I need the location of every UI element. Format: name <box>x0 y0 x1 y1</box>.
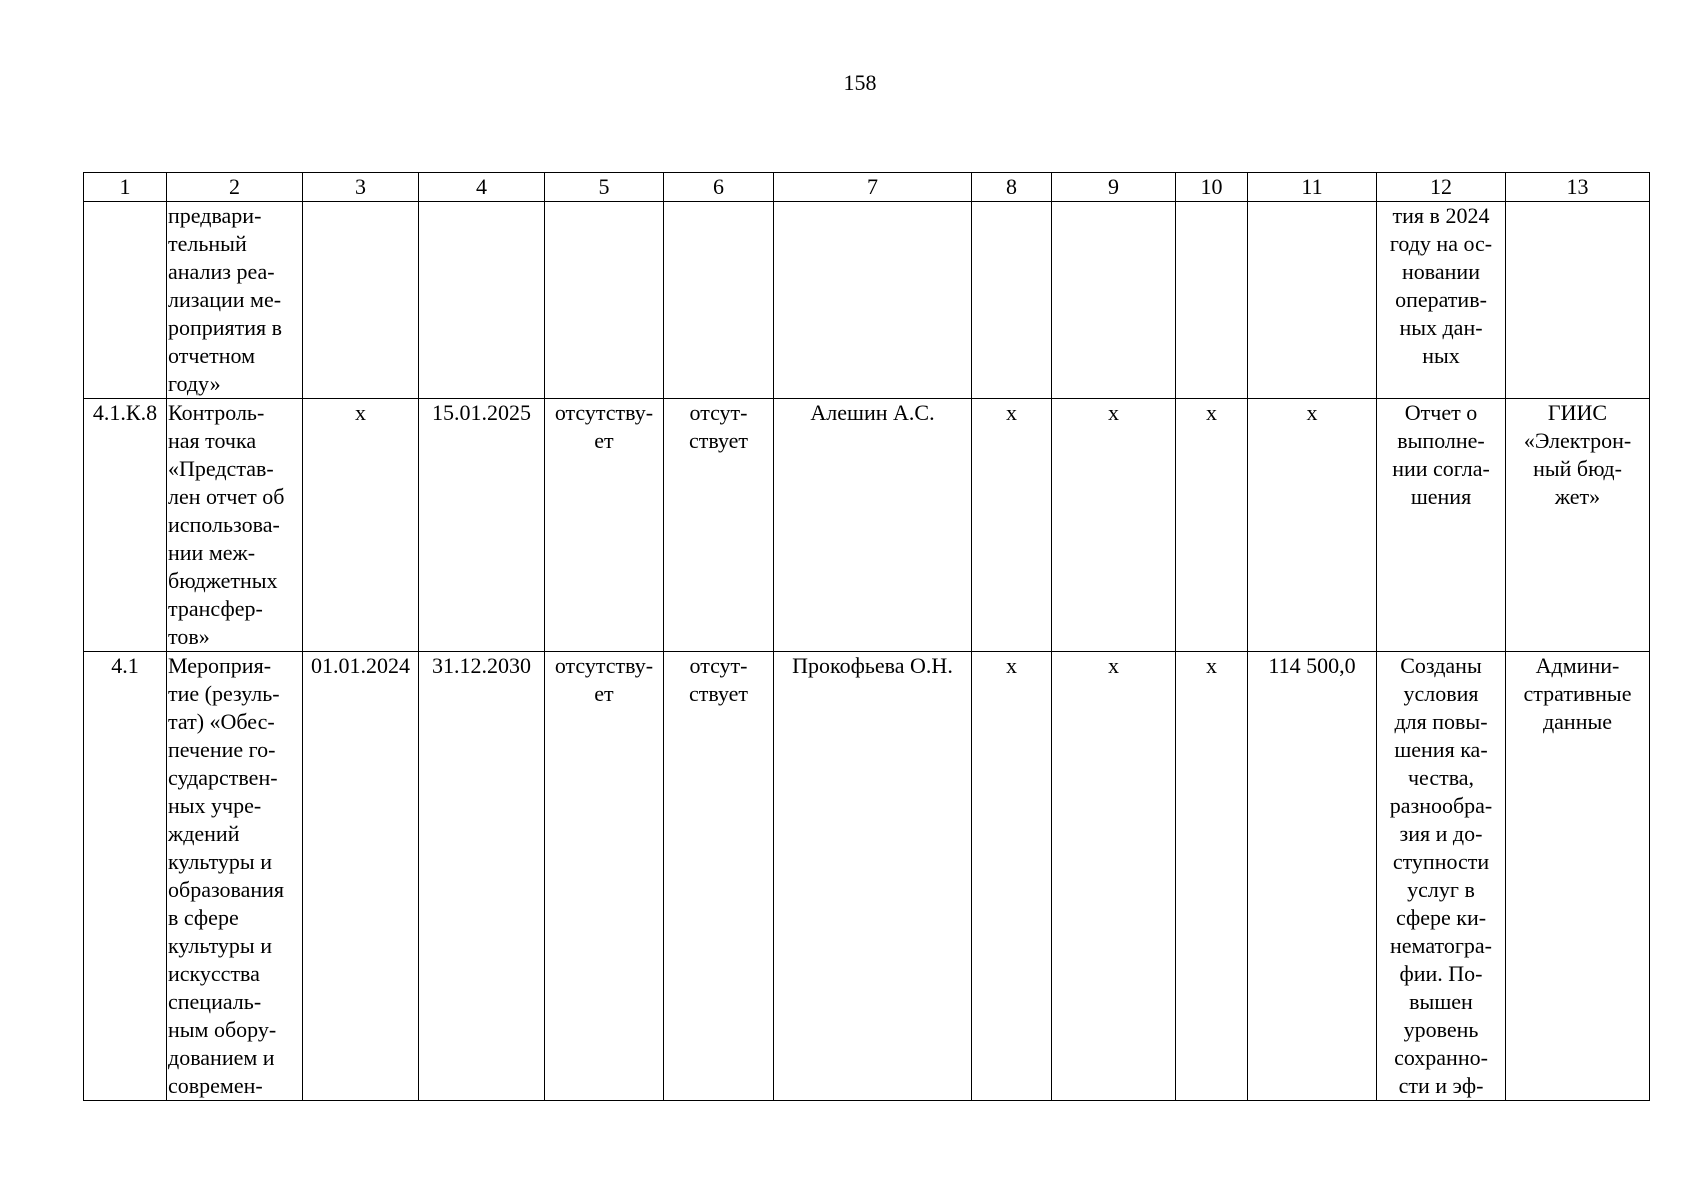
table-cell: отсутству- ет <box>545 399 664 652</box>
column-header: 6 <box>664 173 774 202</box>
source-cell: Админи- стративные данные <box>1506 652 1650 1101</box>
header-row <box>84 173 1650 202</box>
start-date-cell <box>303 202 419 399</box>
table-cell: x <box>972 399 1052 652</box>
table-row <box>84 202 1650 399</box>
column-header: 2 <box>167 173 303 202</box>
activity-name-cell: Мероприя- тие (резуль- тат) «Обес- печение го- сударствен- ных учре- ждений культуры и образования в сфере культуры и искусства специаль- ным обору- дованием и современ- <box>167 652 303 1101</box>
table-cell <box>1176 202 1248 399</box>
result-cell: Отчет о выполне- нии согла- шения <box>1377 399 1506 652</box>
column-header: 13 <box>1506 173 1650 202</box>
column-header: 3 <box>303 173 419 202</box>
table-cell <box>972 202 1052 399</box>
table-row <box>84 652 1650 1101</box>
table-cell: x <box>1052 399 1176 652</box>
end-date-cell: 31.12.2030 <box>419 652 545 1101</box>
table-cell: x <box>1176 652 1248 1101</box>
column-header: 10 <box>1176 173 1248 202</box>
row-number-cell <box>84 202 167 399</box>
table-cell: x <box>1052 652 1176 1101</box>
end-date-cell: 15.01.2025 <box>419 399 545 652</box>
row-number-cell: 4.1 <box>84 652 167 1101</box>
column-header: 11 <box>1248 173 1377 202</box>
amount-cell: x <box>1248 399 1377 652</box>
responsible-cell: Алешин А.С. <box>774 399 972 652</box>
column-header: 8 <box>972 173 1052 202</box>
result-cell: Созданы условия для повы- шения ка- чества, разнообра- зия и до- ступности услуг в сфере ки- нематогра- фии. По- вышен уровень сохранно- сти и эф- <box>1377 652 1506 1101</box>
amount-cell <box>1248 202 1377 399</box>
column-header: 1 <box>84 173 167 202</box>
end-date-cell <box>419 202 545 399</box>
table-cell: x <box>1176 399 1248 652</box>
responsible-cell: Прокофьева О.Н. <box>774 652 972 1101</box>
amount-cell: 114 500,0 <box>1248 652 1377 1101</box>
responsible-cell <box>774 202 972 399</box>
table-row <box>84 399 1650 652</box>
result-cell: тия в 2024 году на ос- новании оператив- ных дан- ных <box>1377 202 1506 399</box>
table-cell: x <box>972 652 1052 1101</box>
column-header: 12 <box>1377 173 1506 202</box>
activity-name-cell: Контроль- ная точка «Представ- лен отчет об использова- нии меж- бюджетных трансфер- тов» <box>167 399 303 652</box>
start-date-cell: x <box>303 399 419 652</box>
column-header: 5 <box>545 173 664 202</box>
column-header: 4 <box>419 173 545 202</box>
page-number: 158 <box>843 70 877 95</box>
start-date-cell: 01.01.2024 <box>303 652 419 1101</box>
source-cell <box>1506 202 1650 399</box>
table-cell <box>1052 202 1176 399</box>
column-header: 9 <box>1052 173 1176 202</box>
source-cell: ГИИС «Электрон- ный бюд- жет» <box>1506 399 1650 652</box>
table-cell: отсут- ствует <box>664 652 774 1101</box>
column-header: 7 <box>774 173 972 202</box>
table-cell: отсутству- ет <box>545 652 664 1101</box>
table-cell: отсут- ствует <box>664 399 774 652</box>
table-cell <box>664 202 774 399</box>
activity-table <box>83 172 1650 1101</box>
activity-name-cell: предвари- тельный анализ реа- лизации ме- роприятия в отчетном году» <box>167 202 303 399</box>
table-cell <box>545 202 664 399</box>
row-number-cell: 4.1.К.8 <box>84 399 167 652</box>
